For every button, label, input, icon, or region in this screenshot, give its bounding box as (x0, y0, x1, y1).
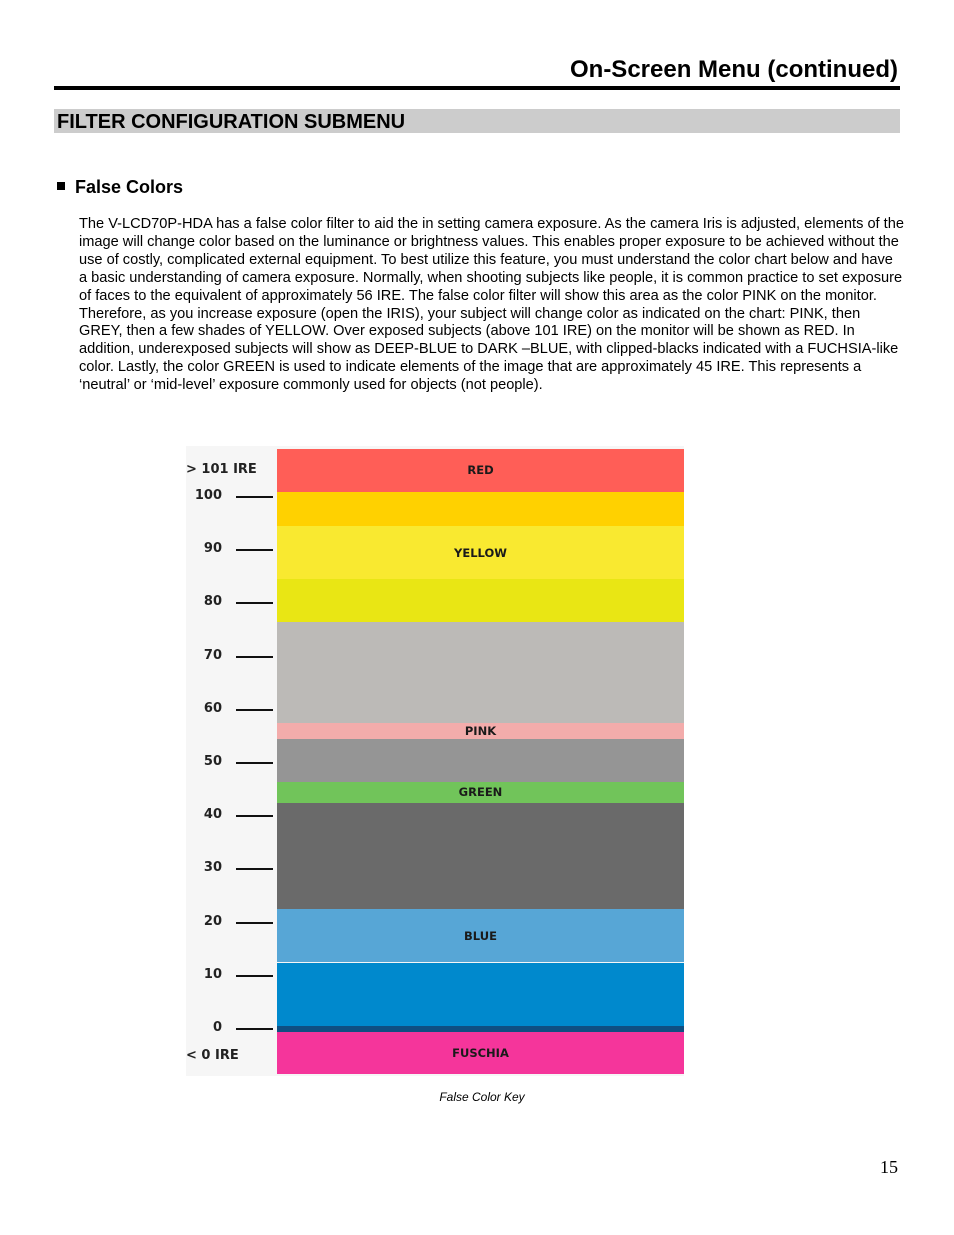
band-orange (277, 492, 684, 527)
band-light-grey (277, 622, 684, 723)
tick-line-30 (236, 868, 273, 870)
tick-line-60 (236, 709, 273, 711)
tick-label-0: 0 (212, 1020, 222, 1035)
title-rule (54, 86, 900, 90)
tick-label-60: 60 (203, 700, 222, 716)
tick-line-90 (236, 549, 273, 551)
tick-label-30: 30 (203, 860, 222, 876)
tick-label-40: 40 (203, 807, 222, 823)
section-title: FILTER CONFIGURATION SUBMENU (57, 111, 406, 133)
tick-label-80: 80 (203, 594, 222, 610)
chart-bottom-label: < 0 IRE (186, 1047, 239, 1063)
subsection-heading (57, 176, 183, 198)
body-paragraph: The V-LCD70P-HDA has a false color filter to aid the in setting camera exposure. As the camera Iris is adjusted, elements of the image will change color based on the luminance or brightness values. This enables proper exposure to be achieved without the use of costly, complicated external equipment. To best utilize this feature, you must understand the color chart below and have a basic understanding of camera exposure. Normally, when shooting subjects like people, it is common practice to set exposure of faces to the equivalent of approximately 56 IRE. The false color filter will show this area as the color PINK on the monitor. Therefore, as you increase exposure (open the IRIS), your subject will change color as indicated on the chart: PINK, then GREY, then a few shades of YELLOW. Over exposed subjects (above 101 IRE) on the monitor will be shown as RED. In addition, underexposed subjects will show as DEEP-BLUE to DARK –BLUE, with clipped-blacks indicated with a FUCHSIA-like color. Lastly, the color GREEN is used to indicate elements of the image that are approximately 45 IRE. This represents a ‘neutral’ or ‘mid-level’ exposure commonly used for objects (not people). (79, 216, 904, 394)
tick-line-80 (236, 602, 273, 604)
band-label-green: GREEN (458, 785, 503, 800)
tick-line-70 (236, 656, 273, 658)
false-color-chart (186, 446, 684, 1076)
tick-line-0 (236, 1028, 273, 1030)
tick-label-10: 10 (203, 966, 222, 982)
tick-label-50: 50 (203, 754, 222, 769)
square-bullet-icon (57, 182, 65, 190)
band-label-pink: PINK (464, 724, 497, 739)
tick-label-90: 90 (203, 541, 222, 557)
page-title: On-Screen Menu (continued) (569, 56, 898, 83)
band-label-yellow: YELLOW (454, 545, 507, 560)
subsection-title: False Colors (75, 177, 184, 197)
page-number: 15 (880, 1157, 898, 1177)
band-label-blue-light: BLUE (464, 928, 497, 943)
band-mid-grey (277, 739, 684, 782)
tick-label-70: 70 (203, 647, 222, 663)
tick-label-20: 20 (203, 913, 222, 929)
section-heading-bar (54, 109, 900, 133)
chart-top-label: > 101 IRE (186, 462, 257, 478)
chart-caption: False Color Key (439, 1090, 525, 1104)
tick-line-10 (236, 975, 273, 977)
tick-line-50 (236, 762, 273, 764)
tick-label-100: 100 (194, 488, 222, 503)
band-dark-grey (277, 803, 684, 909)
band-label-fuschia: FUSCHIA (452, 1045, 509, 1060)
band-yellow-dark (277, 579, 684, 622)
tick-line-20 (236, 922, 273, 924)
tick-line-100 (236, 496, 273, 498)
band-label-red: RED (467, 463, 494, 478)
band-blue (277, 963, 684, 1027)
tick-line-40 (236, 815, 273, 817)
